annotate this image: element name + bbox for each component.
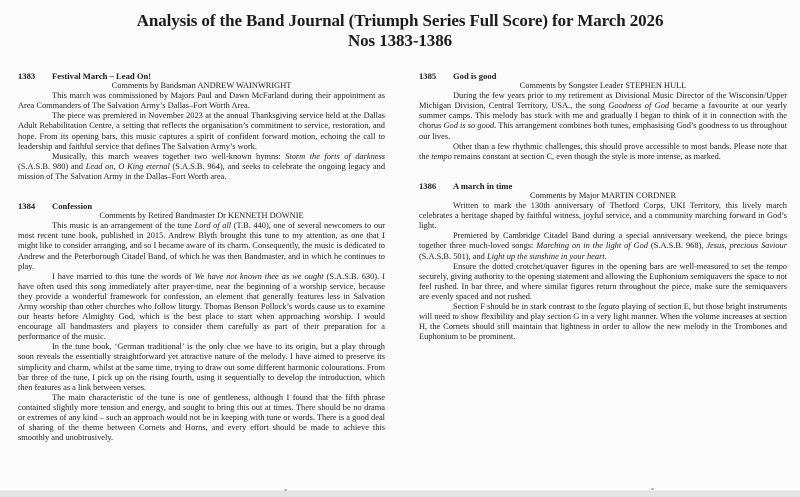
document-title-line2: Nos 1383-1386: [347, 31, 452, 50]
section-title: Confession: [52, 201, 93, 212]
section-body: [419, 201, 787, 342]
section-title: God is good: [453, 71, 497, 81]
section-1386: [419, 181, 787, 343]
section-heading: [18, 71, 385, 81]
scan-speck: [651, 488, 654, 490]
paragraph: The main characteristic of the tune is one of gentleness, although I found that the fifth phrase contained slightly more tension and energy, and sought to bring this out at times. There should be no drama or extremes of any kind – such an approach would not be in keeping with tune or words. There is a good deal of sharing of the theme between Cornets and Horns, and every effort should be made to achieve this smoothly and unobtrusively.: [18, 392, 385, 443]
document-title-line1: Analysis of the Band Journal (Triumph Series Full Score) for March 2026: [136, 11, 664, 30]
section-body: [419, 91, 787, 162]
section-heading: [419, 71, 787, 81]
section-title: Festival March – Lead On!: [52, 71, 152, 81]
section-1383: [18, 71, 385, 182]
left-column: [18, 71, 385, 443]
paragraph: This music is an arrangement of the tune Lord of all (T.B. 440), one of several newcomers to our most recent tune book, published in 2015. Andrew Blyth brought this tune to my attention, as one that I might like to consider arranging, and so I became aware of its charm. Consequently, the music is dedicated to Andrew and the Peterborough Citadel Band, of which he was then Bandmaster, and in which he continues to play.: [18, 221, 385, 271]
section-1385: [419, 71, 787, 162]
paragraph: Written to mark the 130th anniversary of Thetford Corps, UKI Territory, this lively march celebrates a heritage shaped by faithful witness, joyful service, and a community marching forward in God’s light.: [419, 201, 787, 231]
scan-speck: [284, 489, 287, 491]
paragraph: In the tune book, ‘German traditional’ is the only clue we have to its origin, but a play through soon reveals the essentially straightforward yet attractive nature of the melody. I have aimed to preserve its simplicity and charm, whilst at the same time, trying to draw out some different harmonic colourations. From bar three of the tune, I pick up on the rising fourth, using it sequentially to develop the introduction, which then features as a link between verses.: [18, 342, 385, 392]
paragraph: I have married to this tune the words of We have not known thee as we ought (S.A.S.B. 630). I have often used this song immediately after prayer-time, near the beginning of a worship service, because they provide a wonderful framework for confession, an element that generally features less in Salvation Army worship than other churches who follow liturgy. Thomas Benson Pollock’s words cause us to examine our hearts before Almighty God, which is the best place to start when approaching worship. I would encourage all bandmasters and players to consider them carefully as part of their preparation for a performance of the music.: [18, 271, 385, 342]
paragraph: Section F should be in stark contrast to the legato playing of section E, but those bright instruments will need to show flexibility and play section G in a very light manner. When the volume increases at section H, the Cornets should still maintain that lightness in order to allow the new melody in the Trombones and Euphonium to be prominent.: [419, 301, 787, 342]
section-body: [18, 91, 385, 182]
section-byline: Comments by Songster Leader STEPHEN HULL: [519, 81, 687, 91]
paragraph: During the few years prior to my retirement as Divisional Music Director of the Wisconsin/Upper Michigan Division, Central Territory, USA., the song Goodness of God became a favourite at our yearly summer camps. This melody has stuck with me and gradually I began to think of it in connection with the chorus God is so good. This arrangement combines both tunes, emphasising God’s goodness to us throughout our lives.: [419, 91, 787, 141]
paragraph: Premiered by Cambridge Citadel Band during a special anniversary weekend, the piece brings together three much-loved songs: Marching on in the light of God (S.A.S.B. 968), Jesus, precious Saviour (S.A.S.B. 501), and Light up the sunshine in your heart.: [419, 231, 787, 261]
document-title: [0, 11, 800, 51]
paragraph: Musically, this march weaves together two well-known hymns: Storm the forts of darkness (S.A.S.B. 980) and Lead on, O King eternal (S.A.S.B. 964), and seeks to celebrate the ongoing legacy and mission of The Salvation Army in the Dallas–Fort Worth area.: [18, 151, 386, 181]
section-1384: [18, 201, 385, 443]
right-column: [419, 71, 787, 342]
section-number: 1386: [419, 180, 437, 191]
scan-edge-artifact: [0, 490, 800, 497]
section-byline: Comments by Retired Bandmaster Dr KENNETH DOWNIE: [99, 211, 304, 221]
paragraph: Other than a few rhythmic challenges, this should prove accessible to most bands. Please note that the tempo remains constant at section C, even though the style is more intense, as marked.: [419, 141, 787, 161]
paragraph: This march was commissioned by Majors Paul and Dawn McFarland during their appointment as Area Commanders of The Salvation Army’s Dallas–Fort Worth Area.: [18, 91, 385, 111]
section-body: [18, 221, 385, 443]
paragraph: The piece was premiered in November 2023 at the annual Thanksgiving service held at the Dallas Adult Rehabilitation Centre, a setting that reflects the organisation’s commitment to service, restoration, and hope. From its opening bars, this music captures a spirit of confident forward motion, echoing the call to leadership and faithful service that defines The Salvation Army’s work.: [18, 111, 385, 151]
section-number: 1384: [18, 201, 36, 212]
section-number: 1383: [18, 71, 36, 81]
section-number: 1385: [419, 71, 437, 81]
section-byline: Comments by Major MARTIN CORDNER: [529, 190, 677, 200]
paragraph: Ensure the dotted crotchet/quaver figures in the opening bars are well-measured to set the tempo securely, giving authority to the opening statement and allowing the Euphonium semiquavers the space to not feel rushed. In bar three, and where similar figures return throughout the piece, make sure the semiquavers are evenly spaced and not rushed.: [419, 261, 787, 301]
section-title: A march in time: [453, 180, 513, 191]
section-heading: [419, 181, 787, 191]
section-byline: Comments by Bandsman ANDREW WAINWRIGHT: [111, 81, 292, 91]
section-heading: [18, 201, 385, 211]
